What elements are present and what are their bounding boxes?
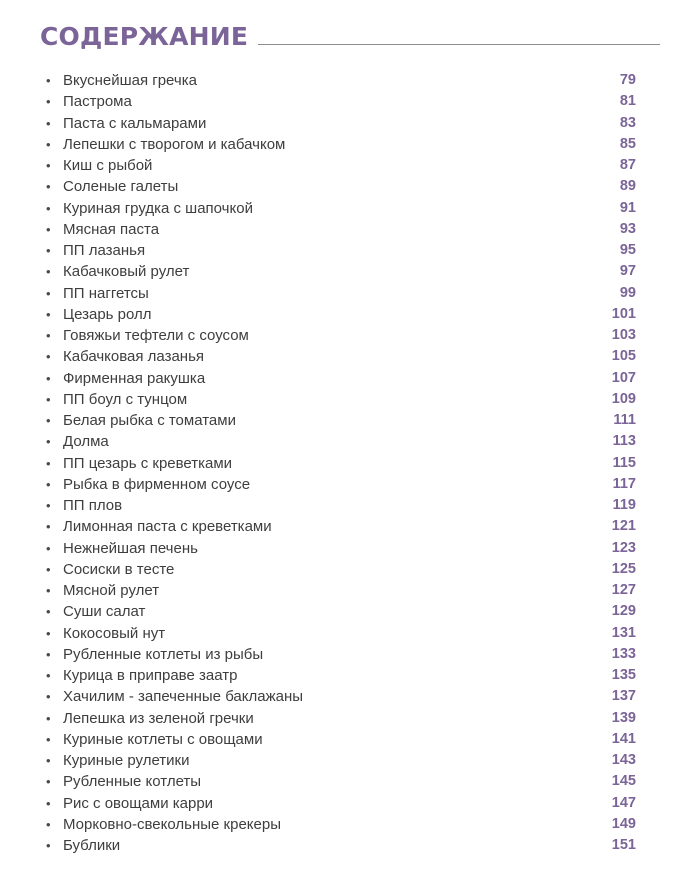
- bullet-icon: •: [46, 115, 51, 131]
- toc-entry: [46, 623, 636, 644]
- bullet-icon: •: [46, 583, 51, 599]
- toc-entry-title: Лепешки с творогом и кабачком: [63, 135, 286, 153]
- toc-entry-title: Хачилим - запеченные баклажаны: [63, 688, 304, 706]
- toc-entry-page-number: 149: [611, 815, 636, 832]
- toc-entry: [46, 325, 636, 346]
- toc-entry: [46, 559, 636, 580]
- toc-entry-page-number: 103: [611, 327, 636, 344]
- toc-entry-page-number: 105: [611, 348, 636, 365]
- toc-entry-title: Сосиски в тесте: [63, 560, 175, 578]
- toc-entry-page-number: 107: [611, 369, 636, 386]
- toc-entry-title: ПП цезарь с креветками: [63, 454, 233, 472]
- toc-entry: [46, 708, 636, 729]
- toc-entry-title: Курица в приправе заатр: [63, 667, 238, 685]
- toc-entry-title: Бублики: [63, 837, 121, 855]
- toc-entry: [46, 240, 636, 261]
- toc-entry: [46, 644, 636, 665]
- toc-entry-page-number: 101: [611, 305, 636, 322]
- toc-entry-page-number: 99: [619, 284, 636, 301]
- toc-entry: [46, 474, 636, 495]
- toc-entry: [46, 176, 636, 197]
- toc-entry: [46, 580, 636, 601]
- toc-entry-page-number: 127: [611, 582, 636, 599]
- toc-entry-title: Долма: [63, 433, 109, 451]
- bullet-icon: •: [46, 689, 51, 705]
- toc-entry-page-number: 129: [611, 603, 636, 620]
- toc-entry-page-number: 141: [611, 730, 636, 747]
- bullet-icon: •: [46, 158, 51, 174]
- toc-entry-title: Суши салат: [63, 603, 146, 621]
- toc-entry-page-number: 117: [612, 475, 636, 492]
- toc-entry: [46, 155, 636, 176]
- bullet-icon: •: [46, 221, 51, 237]
- toc-entry: [46, 70, 636, 91]
- toc-entry-title: Лепешка из зеленой гречки: [63, 709, 254, 727]
- toc-entry: [46, 261, 636, 282]
- bullet-icon: •: [46, 561, 51, 577]
- toc-entry: [46, 750, 636, 771]
- toc-entry-title: Рыбка в фирменном соусе: [63, 475, 251, 493]
- toc-entry-title: Пастрома: [63, 93, 132, 111]
- bullet-icon: •: [46, 540, 51, 556]
- bullet-icon: •: [46, 710, 51, 726]
- toc-entry-title: Киш с рыбой: [63, 157, 153, 175]
- toc-entry-title: Вкуснейшая гречка: [63, 72, 197, 90]
- toc-entry: [46, 346, 636, 367]
- bullet-icon: •: [46, 625, 51, 641]
- toc-entry-page-number: 133: [611, 645, 636, 662]
- toc-entry: [46, 495, 636, 516]
- bullet-icon: •: [46, 285, 51, 301]
- toc-entry-page-number: 139: [611, 709, 636, 726]
- toc-entry-page-number: 131: [611, 624, 636, 641]
- bullet-icon: •: [46, 774, 51, 790]
- bullet-icon: •: [46, 413, 51, 429]
- bullet-icon: •: [46, 816, 51, 832]
- toc-entry-title: Рубленные котлеты из рыбы: [63, 645, 264, 663]
- toc-entry: [46, 389, 636, 410]
- toc-entry-page-number: 85: [619, 135, 636, 152]
- toc-entry: [46, 283, 636, 304]
- bullet-icon: •: [46, 604, 51, 620]
- table-of-contents: [46, 70, 636, 856]
- toc-entry-title: Кабачковый рулет: [63, 263, 190, 281]
- toc-entry-title: Рис с овощами карри: [63, 794, 214, 812]
- toc-entry-page-number: 137: [611, 688, 636, 705]
- bullet-icon: •: [46, 349, 51, 365]
- bullet-icon: •: [46, 476, 51, 492]
- toc-entry-page-number: 123: [611, 539, 636, 556]
- toc-entry: [46, 538, 636, 559]
- toc-entry-page-number: 145: [611, 773, 636, 790]
- toc-header: [40, 18, 660, 52]
- toc-entry-title: Соленые галеты: [63, 178, 179, 196]
- bullet-icon: •: [46, 646, 51, 662]
- toc-entry-title: Мясной рулет: [63, 582, 160, 600]
- toc-entry-title: Нежнейшая печень: [63, 539, 198, 557]
- page-title: СОДЕРЖАНИЕ: [40, 22, 249, 51]
- toc-entry: [46, 304, 636, 325]
- toc-entry-title: ПП боул с тунцом: [63, 390, 188, 408]
- toc-entry-page-number: 95: [619, 242, 636, 259]
- toc-entry: [46, 814, 636, 835]
- toc-entry-page-number: 79: [619, 72, 636, 89]
- toc-entry-page-number: 125: [611, 560, 636, 577]
- bullet-icon: •: [46, 498, 51, 514]
- toc-entry-title: ПП плов: [63, 497, 123, 515]
- toc-entry: [46, 601, 636, 622]
- bullet-icon: •: [46, 179, 51, 195]
- toc-entry: [46, 665, 636, 686]
- bullet-icon: •: [46, 200, 51, 216]
- bullet-icon: •: [46, 753, 51, 769]
- toc-entry-page-number: 115: [612, 454, 636, 471]
- bullet-icon: •: [46, 328, 51, 344]
- toc-entry-title: ПП лазанья: [63, 242, 146, 260]
- toc-entry-title: Морковно-свекольные крекеры: [63, 815, 281, 833]
- toc-entry-page-number: 83: [619, 114, 636, 131]
- bullet-icon: •: [46, 519, 51, 535]
- toc-entry: [46, 198, 636, 219]
- bullet-icon: •: [46, 73, 51, 89]
- bullet-icon: •: [46, 264, 51, 280]
- bullet-icon: •: [46, 455, 51, 471]
- toc-entry: [46, 134, 636, 155]
- toc-entry-page-number: 147: [611, 794, 636, 811]
- toc-entry-page-number: 143: [611, 752, 636, 769]
- toc-entry-page-number: 91: [619, 199, 636, 216]
- toc-entry: [46, 431, 636, 452]
- toc-entry-page-number: 151: [611, 837, 636, 854]
- toc-entry-page-number: 113: [612, 433, 636, 450]
- toc-entry: [46, 113, 636, 134]
- toc-entry: [46, 793, 636, 814]
- toc-entry-title: Фирменная ракушка: [63, 369, 206, 387]
- toc-entry: [46, 686, 636, 707]
- bullet-icon: •: [46, 136, 51, 152]
- toc-entry-title: Кабачковая лазанья: [63, 348, 205, 366]
- toc-entry-title: Лимонная паста с креветками: [63, 518, 272, 536]
- toc-entry-title: Белая рыбка с томатами: [63, 412, 236, 430]
- bullet-icon: •: [46, 731, 51, 747]
- toc-entry: [46, 91, 636, 112]
- toc-entry: [46, 368, 636, 389]
- toc-entry-title: Говяжьи тефтели с соусом: [63, 327, 249, 345]
- toc-entry-page-number: 89: [619, 178, 636, 195]
- toc-entry: [46, 771, 636, 792]
- header-rule: [258, 44, 660, 45]
- toc-entry: [46, 835, 636, 856]
- toc-entry-page-number: 87: [619, 157, 636, 174]
- bullet-icon: •: [46, 370, 51, 386]
- toc-entry-title: Кокосовый нут: [63, 624, 166, 642]
- toc-entry: [46, 516, 636, 537]
- bullet-icon: •: [46, 391, 51, 407]
- bullet-icon: •: [46, 838, 51, 854]
- bullet-icon: •: [46, 434, 51, 450]
- toc-entry-title: Куриная грудка с шапочкой: [63, 199, 253, 217]
- toc-entry-page-number: 97: [619, 263, 636, 280]
- bullet-icon: •: [46, 306, 51, 322]
- bullet-icon: •: [46, 795, 51, 811]
- toc-entry: [46, 729, 636, 750]
- bullet-icon: •: [46, 668, 51, 684]
- toc-entry: [46, 410, 636, 431]
- toc-entry-title: Рубленные котлеты: [63, 773, 202, 791]
- toc-entry: [46, 453, 636, 474]
- bullet-icon: •: [46, 94, 51, 110]
- toc-entry-page-number: 81: [619, 93, 636, 110]
- toc-entry: [46, 219, 636, 240]
- toc-entry-title: Куриные котлеты с овощами: [63, 730, 263, 748]
- toc-entry-page-number: 109: [611, 390, 636, 407]
- toc-entry-title: Мясная паста: [63, 220, 160, 238]
- toc-entry-page-number: 119: [612, 497, 636, 514]
- toc-entry-page-number: 135: [611, 667, 636, 684]
- toc-entry-page-number: 93: [619, 220, 636, 237]
- toc-entry-title: Паста с кальмарами: [63, 114, 207, 132]
- toc-entry-page-number: 111: [613, 412, 636, 429]
- toc-entry-title: ПП наггетсы: [63, 284, 149, 302]
- toc-entry-title: Куриные рулетики: [63, 752, 190, 770]
- toc-entry-title: Цезарь ролл: [63, 305, 152, 323]
- bullet-icon: •: [46, 243, 51, 259]
- toc-entry-page-number: 121: [611, 518, 636, 535]
